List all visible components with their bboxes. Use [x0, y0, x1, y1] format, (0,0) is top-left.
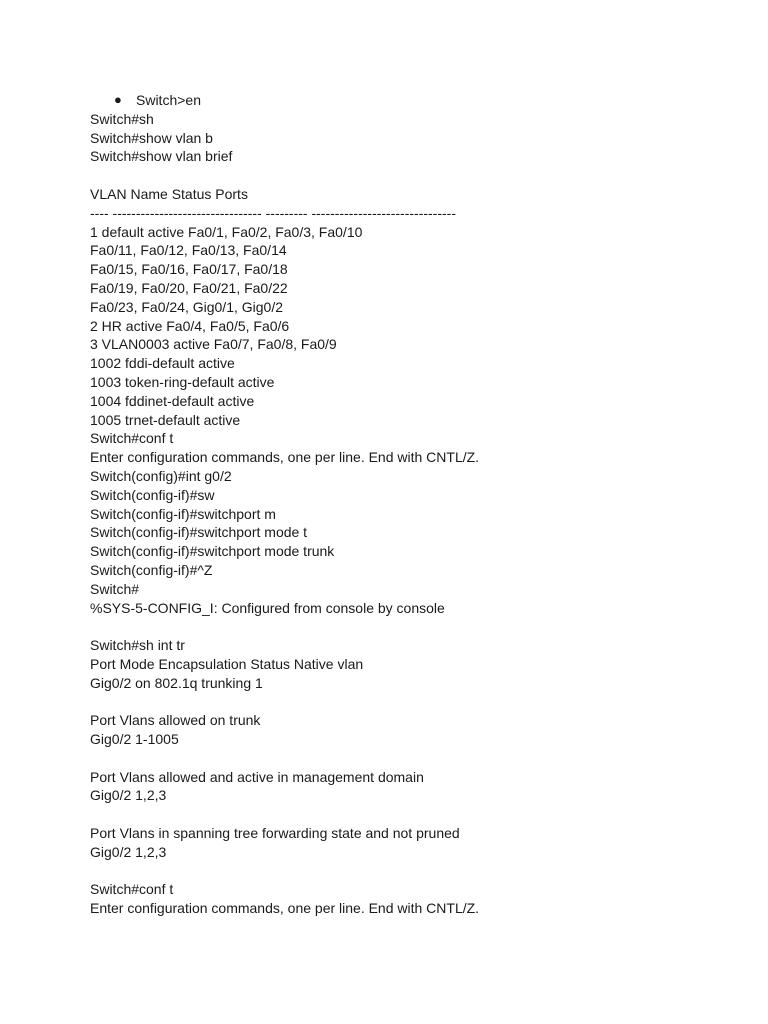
text-line: Switch#conf t [90, 430, 174, 447]
text-line: Switch(config-if)#sw [90, 486, 215, 503]
bullet-dot-icon: ● [114, 92, 122, 107]
text-line: Switch#sh int tr [90, 637, 185, 654]
text-line: Gig0/2 1-1005 [90, 731, 179, 748]
text-line: Switch(config-if)#^Z [90, 561, 213, 578]
text-line: Gig0/2 1,2,3 [90, 787, 167, 804]
blank-line [90, 617, 730, 636]
text-line: 1005 trnet-default active [90, 411, 241, 428]
text-line: Fa0/19, Fa0/20, Fa0/21, Fa0/22 [90, 279, 288, 296]
text-line: 1004 fddinet-default active [90, 392, 255, 409]
text-line: 3 VLAN0003 active Fa0/7, Fa0/8, Fa0/9 [90, 336, 337, 353]
text-line: Gig0/2 1,2,3 [90, 843, 167, 860]
text-line: Switch(config-if)#switchport m [90, 505, 276, 522]
text-line: Port Mode Encapsulation Status Native vlan [90, 655, 364, 672]
text-line: Switch#conf t [90, 881, 174, 898]
text-line: Fa0/15, Fa0/16, Fa0/17, Fa0/18 [90, 261, 288, 278]
text-line: Switch#show vlan brief [90, 148, 233, 165]
text-line: Port Vlans allowed and active in management domain [90, 768, 424, 785]
document-page [90, 91, 730, 918]
blank-line [90, 693, 730, 712]
text-line: Enter configuration commands, one per line. End with CNTL/Z. [90, 900, 480, 917]
bullet-text: Switch>en [136, 92, 201, 108]
text-line: %SYS-5-CONFIG_I: Configured from console by console [90, 599, 445, 616]
text-line: 1002 fddi-default active [90, 355, 235, 372]
text-line: 1003 token-ring-default active [90, 373, 275, 390]
blank-line [90, 166, 730, 185]
text-line: 2 HR active Fa0/4, Fa0/5, Fa0/6 [90, 317, 290, 334]
text-line: Fa0/23, Fa0/24, Gig0/1, Gig0/2 [90, 298, 284, 315]
text-line: Switch#show vlan b [90, 129, 213, 146]
text-line: Port Vlans allowed on trunk [90, 712, 261, 729]
blank-line [90, 749, 730, 768]
text-line: Switch(config)#int g0/2 [90, 467, 232, 484]
text-line: 1 default active Fa0/1, Fa0/2, Fa0/3, Fa0/10 [90, 223, 363, 240]
text-line: Switch(config-if)#switchport mode t [90, 524, 308, 541]
text-line: ---- -------------------------------- --------- ------------------------------- [90, 204, 456, 221]
text-line: Switch(config-if)#switchport mode trunk [90, 543, 335, 560]
bullet-item [90, 91, 730, 110]
text-line: VLAN Name Status Ports [90, 185, 248, 202]
terminal-output [90, 110, 730, 918]
text-line: Gig0/2 on 802.1q trunking 1 [90, 674, 263, 691]
blank-line [90, 862, 730, 881]
text-line: Switch# [90, 580, 140, 597]
text-line: Port Vlans in spanning tree forwarding state and not pruned [90, 825, 460, 842]
text-line: Enter configuration commands, one per line. End with CNTL/Z. [90, 449, 480, 466]
blank-line [90, 805, 730, 824]
text-line: Switch#sh [90, 110, 154, 127]
text-line: Fa0/11, Fa0/12, Fa0/13, Fa0/14 [90, 242, 287, 259]
